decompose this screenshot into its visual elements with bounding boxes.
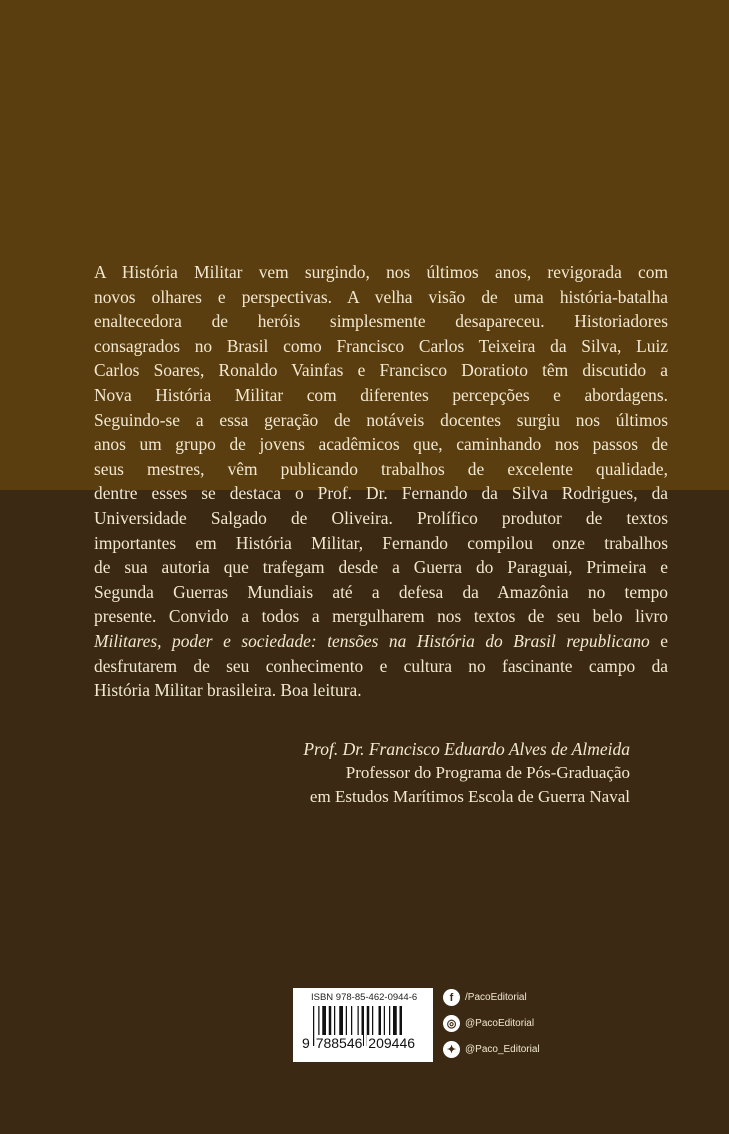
text-line: presente. Convido a todos a mergulharem nos textos de seu belo livro: [94, 606, 668, 627]
text-line-title: [94, 629, 668, 654]
social-instagram: [443, 1015, 534, 1032]
digits-c: 209446: [368, 1035, 416, 1051]
social-handle: @Paco_Editorial: [465, 1044, 540, 1055]
social-twitter: [443, 1041, 540, 1058]
signature-name: Prof. Dr. Francisco Eduardo Alves de Almeida: [303, 739, 630, 759]
text-line: importantes em História Militar, Fernando compilou onze trabalhos: [94, 532, 668, 553]
instagram-icon: ◎: [443, 1015, 460, 1032]
text-line: seus mestres, vêm publicando trabalhos de excelente qualidade,: [94, 458, 668, 479]
text-line: anos um grupo de jovens acadêmicos que, caminhando nos passos de: [94, 434, 668, 455]
digits-a: 9: [302, 1035, 310, 1051]
text-line: enaltecedora de heróis simplesmente desapareceu. Historiadores: [94, 311, 668, 332]
isbn-number: ISBN 978-85-462-0944-6: [311, 992, 418, 1003]
barcode-digits: [301, 1035, 416, 1051]
back-cover-text: [94, 260, 668, 703]
signature-role: Professor do Programa de Pós-Graduação: [345, 763, 630, 782]
text-line: Seguindo-se a essa geração de notáveis docentes surgiu nos últimos: [94, 409, 668, 430]
social-handle: /PacoEditorial: [465, 992, 527, 1003]
text-line: de sua autoria que trafegam desde a Guerra do Paraguai, Primeira e: [94, 557, 668, 578]
social-handle: @PacoEditorial: [465, 1018, 535, 1029]
text-line: Nova História Militar com diferentes percepções e abordagens.: [94, 384, 668, 405]
facebook-icon: f: [443, 989, 460, 1006]
digits-b: 788546: [315, 1035, 363, 1051]
text-line: Carlos Soares, Ronaldo Vainfas e Francisco Doratioto têm discutido a: [94, 360, 668, 381]
text-line: Universidade Salgado de Oliveira. Prolífico produtor de textos: [94, 507, 668, 528]
text-fragment: e: [649, 630, 668, 651]
text-line: História Militar brasileira. Boa leitura.: [94, 680, 362, 701]
book-title: Militares, poder e sociedade: tensões na História do Brasil republicano: [94, 630, 650, 651]
text-line: A História Militar vem surgindo, nos últimos anos, revigorada com: [94, 262, 668, 282]
signature-role: em Estudos Marítimos Escola de Guerra Naval: [309, 787, 630, 806]
text-line: novos olhares e perspectivas. A velha visão de uma história-batalha: [94, 286, 668, 307]
social-facebook: [443, 989, 527, 1006]
text-line: dentre esses se destaca o Prof. Dr. Fernando da Silva Rodrigues, da: [94, 483, 668, 504]
isbn-barcode: [293, 988, 433, 1062]
twitter-icon: ✦: [443, 1041, 460, 1058]
text-line: consagrados no Brasil como Francisco Carlos Teixeira da Silva, Luiz: [94, 335, 668, 356]
text-line: desfrutarem de seu conhecimento e cultura no fascinante campo da: [94, 655, 668, 676]
signature: [303, 737, 630, 809]
text-line: Segunda Guerras Mundiais até a defesa da Amazônia no tempo: [94, 581, 668, 602]
